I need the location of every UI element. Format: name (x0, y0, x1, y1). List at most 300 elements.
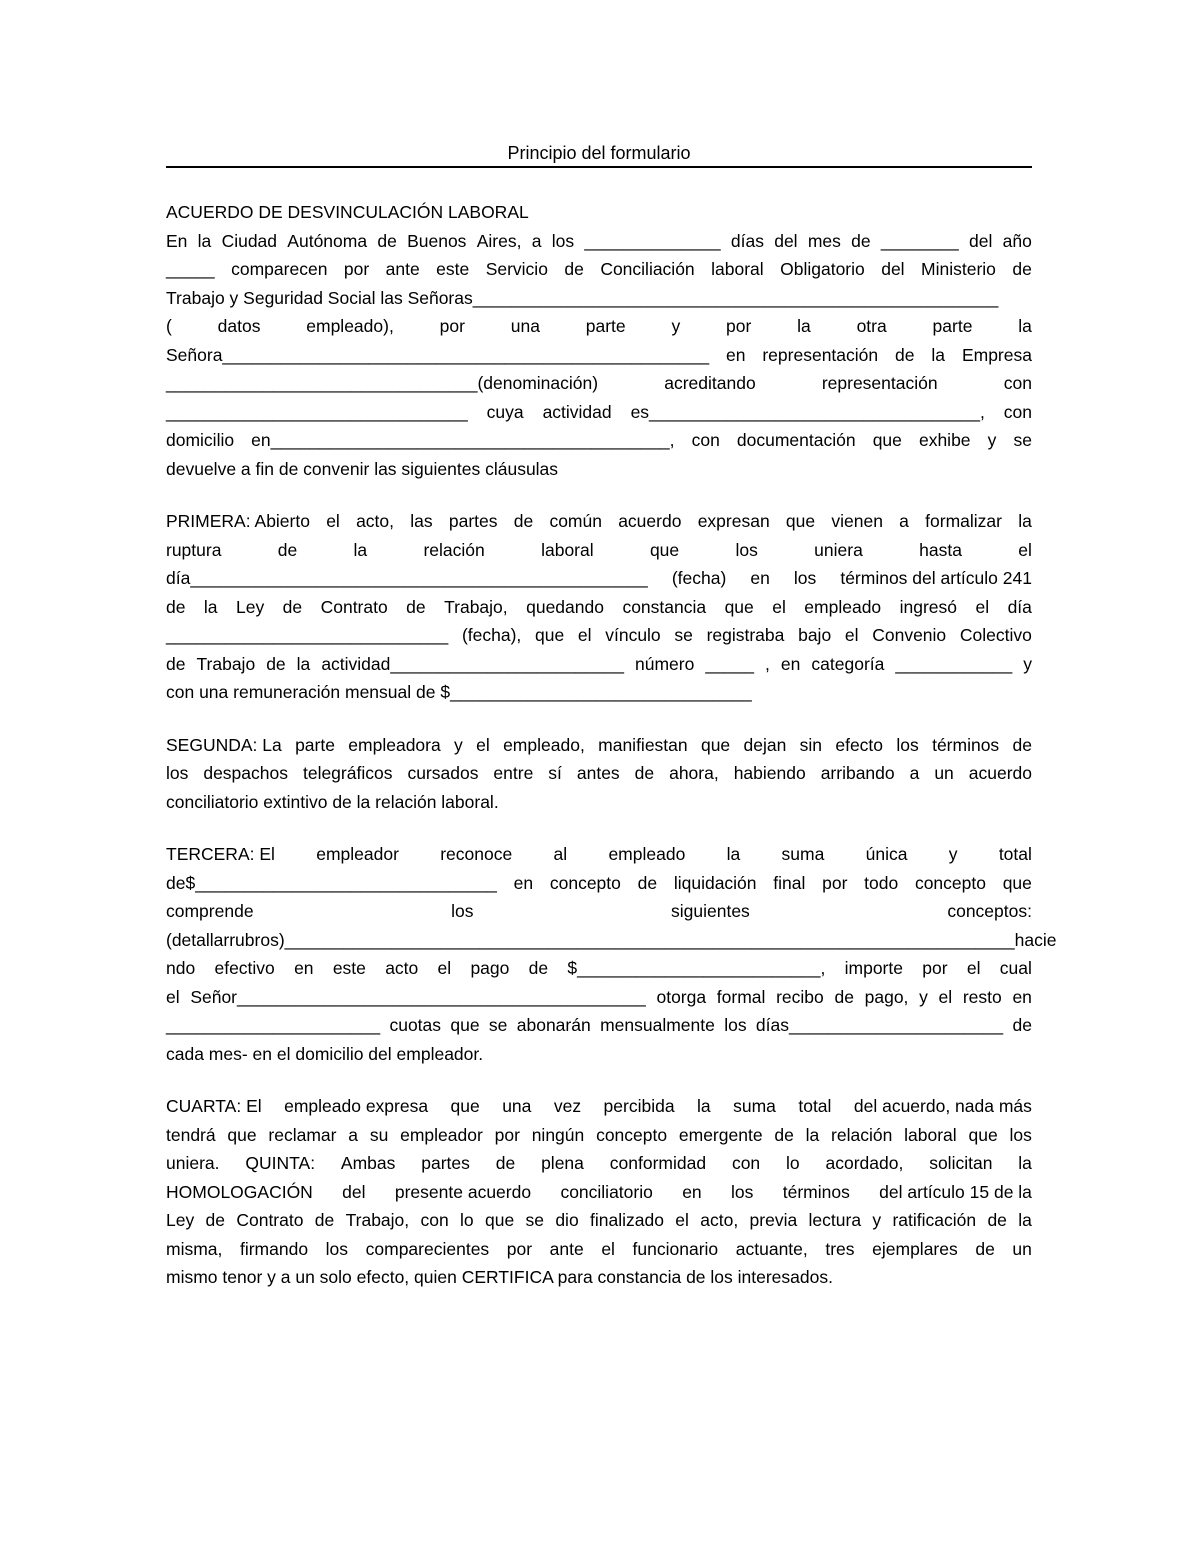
text-segment: registraba (706, 625, 785, 645)
text-segment: concepto (549, 872, 621, 893)
text-segment: de (277, 539, 298, 560)
text-segment: que (450, 1015, 480, 1035)
text-segment: con (731, 1153, 761, 1173)
text-segment: con (1003, 401, 1032, 422)
text-segment: ndo (166, 958, 196, 978)
text-line (166, 650, 1032, 679)
text-segment: a (348, 1124, 359, 1145)
text-segment: suma (781, 844, 825, 864)
text-segment: _______________________________ (166, 401, 468, 422)
text-line (166, 731, 1032, 760)
text-segment: Convenio (872, 625, 947, 645)
text-segment: Ambas (340, 1153, 396, 1173)
text-segment: por (343, 259, 370, 279)
text-segment: en (513, 872, 534, 893)
form-start-header: Principio del formulario (507, 143, 691, 163)
text-segment: acto (385, 958, 419, 978)
text-segment: a (909, 763, 920, 783)
text-segment: documentación (736, 430, 856, 450)
text-segment: ningún (531, 1124, 585, 1145)
text-segment: de (528, 958, 549, 978)
text-segment: manifiestan (598, 734, 688, 755)
text-segment: devuelve a fin de convenir las siguientes cláusulas (166, 458, 559, 479)
text-segment: importe (844, 958, 903, 978)
text-segment: a (899, 511, 909, 531)
text-segment: los (166, 763, 189, 783)
text-segment: de (377, 230, 397, 251)
text-line (166, 426, 1032, 455)
text-line (166, 255, 1032, 284)
text-segment: Trabajo (196, 653, 256, 674)
text-segment: conciliatorio (560, 1181, 653, 1202)
text-segment: reclamar (268, 1124, 337, 1145)
text-segment: QUINTA: (245, 1153, 316, 1173)
text-segment: representación (762, 344, 879, 365)
text-segment: la (203, 596, 218, 617)
text-segment: la (197, 230, 212, 251)
text-segment: Trabajo, (444, 596, 508, 617)
text-segment: el (476, 734, 490, 755)
text-segment: comprende (166, 901, 254, 921)
text-segment: que (1002, 872, 1032, 893)
text-segment: que (649, 539, 680, 560)
text-segment: una (510, 316, 540, 336)
text-segment: el (938, 986, 953, 1007)
text-segment: de (637, 872, 658, 893)
text-segment: el (437, 958, 452, 978)
text-segment: uniera (814, 539, 863, 560)
text-segment: vínculo (605, 625, 661, 645)
text-segment: es__________________________________, (630, 401, 985, 422)
text-segment-group (166, 507, 310, 536)
text-line (166, 1011, 1032, 1040)
text-segment: pago, (864, 986, 909, 1007)
text-segment: las (410, 511, 433, 531)
text-segment: el (326, 511, 340, 531)
text-segment: en (725, 344, 746, 365)
text-segment: relación (831, 1124, 893, 1145)
text-segment: de (851, 230, 871, 251)
form-start-divider (166, 166, 1032, 168)
text-segment: el (675, 1210, 689, 1230)
text-segment: con (1003, 373, 1032, 393)
text-segment: a (531, 230, 542, 251)
text-segment: en_________________________________________, (251, 430, 675, 450)
text-line (166, 1149, 1032, 1178)
text-segment: de (166, 653, 186, 674)
agreement-body (166, 198, 1057, 1292)
text-segment: se (1013, 430, 1032, 450)
text-segment: previa (749, 1210, 798, 1230)
text-segment: el (1018, 539, 1032, 560)
text-segment: total (998, 844, 1032, 864)
text-segment-group (166, 1092, 262, 1121)
text-segment: de (1012, 734, 1032, 755)
text-segment: (detallarrubros)___________________________________________________________________________hacie (166, 929, 1057, 950)
text-segment: acto, (356, 511, 395, 531)
text-segment: Señora__________________________________________________ (166, 344, 710, 365)
text-segment: la (1018, 1153, 1032, 1173)
text-line (166, 341, 1032, 370)
text-segment: efecto (835, 734, 884, 755)
text-segment: que (450, 1096, 480, 1116)
text-segment: comparecen (231, 259, 328, 279)
text-segment: bajo (798, 625, 832, 645)
text-segment: con (691, 430, 720, 450)
text-segment: de (166, 596, 186, 617)
text-segment: abonarán (516, 1015, 591, 1035)
text-segment: del (969, 230, 993, 251)
text-line (166, 1235, 1032, 1264)
text-segment: empleado, (503, 734, 585, 755)
text-segment: el (577, 625, 592, 645)
text-segment: Abierto (254, 511, 310, 531)
text-segment: la (353, 539, 368, 560)
text-segment: de (1012, 259, 1032, 279)
text-segment: finalizado (590, 1210, 664, 1230)
text-segment: y (671, 316, 681, 336)
text-segment: y (872, 1210, 882, 1230)
text-line (166, 1092, 1032, 1121)
text-segment: los (451, 901, 474, 921)
text-line (166, 926, 1057, 955)
text-segment: $_________________________, (567, 958, 826, 978)
text-segment: Trabajo, (345, 1210, 410, 1230)
text-line (166, 621, 1032, 650)
text-segment: _____ (705, 653, 755, 674)
text-segment: ( (166, 316, 172, 336)
text-line (166, 1178, 1032, 1207)
text-line (166, 954, 1032, 983)
text-segment: recibo (776, 986, 824, 1007)
text-segment: expresan (697, 511, 770, 531)
text-segment: y (919, 986, 928, 1007)
text-segment: el (844, 625, 859, 645)
text-segment: plena (541, 1153, 584, 1173)
text-segment: en (682, 1181, 702, 1202)
text-segment: conciliatorio extintivo de la relación laboral. (166, 791, 499, 812)
text-segment: liquidación (673, 872, 757, 893)
text-segment: la (931, 344, 946, 365)
text-segment: misma, (166, 1238, 223, 1259)
text-segment: laboral (711, 259, 764, 279)
text-segment: otra (856, 316, 887, 336)
text-segment: partes (448, 511, 498, 531)
text-segment: concepto (596, 1124, 668, 1145)
text-line (166, 369, 1032, 398)
text-segment: por (506, 1238, 533, 1259)
text-segment: efectivo (214, 958, 275, 978)
text-segment: ejemplares (872, 1238, 958, 1259)
text-segment: común (549, 511, 602, 531)
text-segment: parte (585, 316, 626, 336)
text-segment: de (266, 653, 286, 674)
text-line (166, 455, 1032, 484)
text-segment: cursados (407, 763, 479, 783)
text-segment: representación (821, 373, 938, 393)
text-segment: se (525, 1210, 544, 1230)
text-segment: percibida (603, 1096, 675, 1116)
text-segment: habiendo (733, 763, 806, 783)
text-segment: un (934, 763, 954, 783)
text-segment: días______________________ (755, 1015, 1004, 1035)
text-segment: una (502, 1096, 532, 1116)
text-segment: días (730, 230, 764, 251)
text-segment: lo (786, 1153, 800, 1173)
text-segment: empleado expresa (284, 1096, 429, 1116)
text-segment: la (1018, 1210, 1032, 1230)
text-line (166, 227, 1032, 256)
text-segment: mismo tenor y a un solo efecto, quien CERTIFICA para constancia de los interesados. (166, 1267, 833, 1287)
text-line (166, 398, 1032, 427)
text-segment: el (166, 986, 180, 1007)
text-segment: ahora, (669, 763, 719, 783)
text-segment: única (865, 844, 908, 864)
text-segment: de (774, 1124, 794, 1145)
text-segment: ____________ (895, 653, 1013, 674)
text-segment: _____ (166, 259, 215, 279)
text-segment: (fecha), (461, 625, 522, 645)
text-segment: Conciliación (600, 259, 695, 279)
text-segment: año (1002, 230, 1032, 251)
text-segment: del (774, 230, 798, 251)
text-segment: Ley (236, 596, 265, 617)
text-segment: del (881, 259, 905, 279)
text-segment: El (259, 844, 275, 864)
text-segment: laboral (904, 1124, 957, 1145)
text-segment: por (439, 316, 465, 336)
text-segment: acreditando (664, 373, 756, 393)
text-segment: y (948, 844, 958, 864)
text-segment: de (975, 1238, 995, 1259)
text-segment: La (262, 734, 282, 755)
text-segment: solicitan (929, 1153, 993, 1173)
text-segment: entre (493, 763, 534, 783)
text-segment: sin (799, 734, 823, 755)
text-segment: el (966, 958, 981, 978)
text-segment: exhibe (918, 430, 971, 450)
text-segment: términos del artículo 241 (840, 568, 1032, 588)
text-segment: datos (217, 316, 261, 336)
text-segment: actividad (542, 401, 612, 422)
text-segment: de$_______________________________ (166, 872, 497, 893)
text-segment: uniera. (166, 1153, 220, 1173)
text-segment: del (342, 1181, 366, 1202)
text-segment: el (975, 596, 990, 617)
text-segment: Buenos (407, 230, 467, 251)
text-segment: El (246, 1096, 262, 1116)
text-segment: otorga (656, 986, 707, 1007)
text-segment: que (968, 1124, 998, 1145)
text-segment: vez (553, 1096, 582, 1116)
clause-cuarta (166, 1092, 1032, 1292)
text-segment: de (834, 986, 854, 1007)
text-segment: relación (423, 539, 485, 560)
text-segment: empleado (804, 596, 882, 617)
text-line (166, 564, 1032, 593)
text-segment: empleado), (306, 316, 394, 336)
text-segment: de (1012, 1015, 1032, 1035)
text-segment: este (436, 259, 470, 279)
text-line (166, 1040, 1032, 1069)
text-segment: categoría (811, 653, 885, 674)
text-segment: y (1023, 653, 1032, 674)
text-segment: funcionario (632, 1238, 719, 1259)
text-segment: los (793, 568, 817, 588)
text-segment: que (724, 596, 754, 617)
text-segment: términos (932, 734, 1000, 755)
text-segment: de (205, 1210, 226, 1230)
text-segment: cada mes- en el domicilio del empleador. (166, 1043, 484, 1064)
text-segment: (fecha) (671, 568, 727, 588)
text-segment: telegráficos (302, 763, 393, 783)
text-segment: que (700, 734, 731, 755)
text-segment: que (785, 511, 816, 531)
text-segment: de (314, 1210, 335, 1230)
text-segment: en (1012, 986, 1032, 1007)
text-segment: acordado, (825, 1153, 904, 1173)
text-segment: actividad________________________ (321, 653, 624, 674)
text-segment: , (765, 653, 770, 674)
text-segment: comparecientes (365, 1238, 490, 1259)
text-segment: vienen (831, 511, 883, 531)
text-segment: cual (999, 958, 1032, 978)
text-segment: de (513, 511, 534, 531)
text-segment: hasta (919, 539, 962, 560)
text-segment: total (798, 1096, 832, 1116)
text-line (166, 897, 1032, 926)
text-segment: los (1009, 1124, 1032, 1145)
text-segment: los (896, 734, 919, 755)
text-segment: empleador (400, 1124, 483, 1145)
text-segment: cuotas (389, 1015, 442, 1035)
text-segment: se (674, 625, 693, 645)
intro-paragraph (166, 198, 1032, 483)
text-segment: por (822, 872, 848, 893)
text-segment: que (484, 1210, 515, 1230)
text-segment: ingresó (899, 596, 958, 617)
text-segment: formal (716, 986, 766, 1007)
text-segment: la (296, 653, 311, 674)
text-segment: final (773, 872, 806, 893)
text-line (166, 312, 1032, 341)
text-segment: partes (421, 1153, 470, 1173)
text-segment: lo (460, 1210, 474, 1230)
text-line (166, 536, 1032, 565)
text-segment: empleadora (348, 734, 441, 755)
clause-label: PRIMERA: (166, 511, 251, 531)
text-segment: laboral (541, 539, 594, 560)
text-segment: con una remuneración mensual de $_______________________________ (166, 682, 752, 702)
text-line (166, 1263, 1032, 1292)
text-line (166, 507, 1032, 536)
text-segment: de (895, 344, 915, 365)
text-segment: presente acuerdo (394, 1181, 532, 1202)
text-segment: se (488, 1015, 508, 1035)
text-line (166, 759, 1032, 788)
text-segment: resto (962, 986, 1002, 1007)
text-line (166, 593, 1032, 622)
text-segment: día_______________________________________________ (166, 568, 648, 588)
text-segment: los (735, 539, 758, 560)
text-segment: Ciudad (221, 230, 278, 251)
text-segment: Contrato (236, 1210, 304, 1230)
text-segment: ______________________ (166, 1015, 381, 1035)
clause-label: CUARTA: (166, 1096, 242, 1116)
text-line (166, 840, 1032, 869)
text-segment: la (1018, 511, 1032, 531)
text-segment: ratificación (892, 1210, 977, 1230)
text-segment: un (1012, 1238, 1032, 1259)
text-segment: ante (549, 1238, 584, 1259)
text-segment: su (369, 1124, 389, 1145)
text-segment: en (780, 653, 801, 674)
text-segment: del acuerdo, nada más (853, 1096, 1032, 1116)
text-segment: con (420, 1210, 449, 1230)
text-segment: antes (576, 763, 620, 783)
text-segment: Contrato (320, 596, 388, 617)
text-segment: firmando (239, 1238, 309, 1259)
text-segment: actuante, (735, 1238, 808, 1259)
text-segment: ante (385, 259, 420, 279)
text-segment: conceptos: (947, 901, 1032, 921)
text-segment: concepto (914, 872, 986, 893)
text-segment: Empresa (961, 344, 1032, 365)
text-segment: en (750, 568, 770, 588)
text-segment: al (553, 844, 568, 864)
text-line (166, 983, 1032, 1012)
text-segment: y (987, 430, 997, 450)
text-segment: Señor__________________________________________ (190, 986, 646, 1007)
text-segment: por (494, 1124, 520, 1145)
text-segment: del artículo 15 de la (879, 1181, 1032, 1202)
text-segment: mensualmente (600, 1015, 715, 1035)
text-segment: acto, (700, 1210, 739, 1230)
text-segment: acuerdo (968, 763, 1032, 783)
text-segment: de (564, 259, 584, 279)
text-segment: el (601, 1238, 615, 1259)
text-segment: tres (825, 1238, 855, 1259)
text-segment: Servicio (485, 259, 548, 279)
text-segment: domicilio (166, 430, 235, 450)
text-segment: el (772, 596, 786, 617)
text-segment: Ministerio (921, 259, 996, 279)
text-segment: Colectivo (959, 625, 1032, 645)
text-segment: sí (548, 763, 562, 783)
text-segment: quedando (526, 596, 604, 617)
text-segment: la (1018, 316, 1032, 336)
text-segment: conformidad (609, 1153, 707, 1173)
text-segment: por (726, 316, 752, 336)
text-segment: HOMOLOGACIÓN (166, 1181, 313, 1202)
text-segment: la (697, 1096, 711, 1116)
text-segment: los (325, 1238, 349, 1259)
text-segment: día (1007, 596, 1032, 617)
text-segment: Obligatorio (780, 259, 865, 279)
text-segment: reconoce (440, 844, 513, 864)
clause-label: TERCERA: (166, 844, 255, 864)
text-segment: siguientes (671, 901, 750, 921)
text-segment: en (294, 958, 314, 978)
text-segment: constancia (622, 596, 707, 617)
text-segment: acuerdo (618, 511, 682, 531)
text-segment: los (551, 230, 575, 251)
text-segment: Ley (166, 1210, 195, 1230)
text-segment: dejan (743, 734, 787, 755)
text-segment: los (731, 1181, 754, 1202)
text-line (166, 284, 1032, 313)
text-segment: En (166, 230, 188, 251)
